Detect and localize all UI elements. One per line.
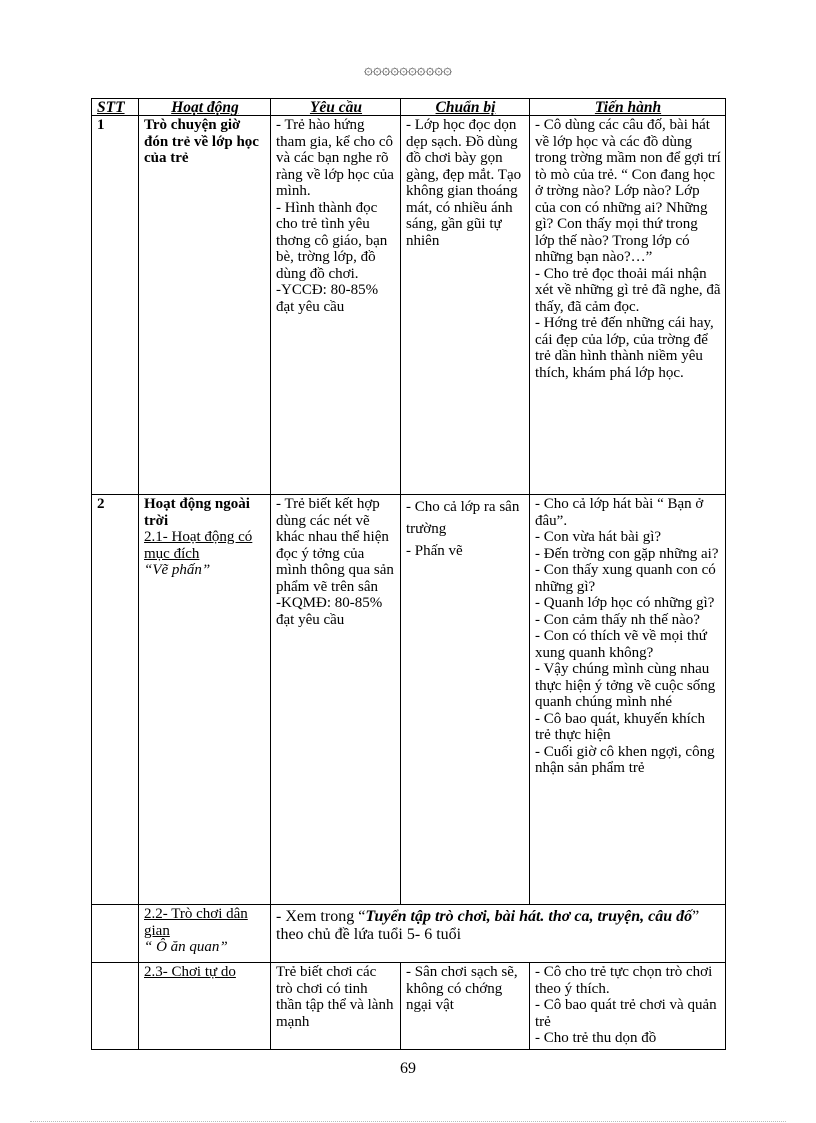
row-3-activity-sub: 2.2- Trò chơi dân gian [144, 906, 248, 939]
page-bottom-rule [30, 1121, 786, 1122]
row-4-procedure: - Cô cho trẻ tực chọn trò chơi theo ý thích. - Cô bao quát trẻ chơi và quản trẻ - Cho trẻ thu dọn đồ [530, 963, 726, 1050]
table-header-row [92, 99, 726, 116]
row-3-note-bold: Tuyển tập trò chơi, bài hát. thơ ca, truyện, câu đố [365, 908, 693, 925]
row-2-activity [139, 495, 271, 905]
row-4-activity: 2.3- Chơi tự do [139, 963, 271, 1050]
table-row [92, 905, 726, 963]
row-2-requirement: - Trẻ biết kết hợp dùng các nét vẽ khác nhau thể hiện đọc ý tởng của mình thông qua sản phẩm vẽ trên sân -KQMĐ: 80-85% đạt yêu cầu [271, 495, 401, 905]
row-3-note-before: - Xem trong “ [276, 908, 366, 925]
row-1-preparation: - Lớp học đọc dọn dẹp sạch. Đồ dùng đồ chơi bày gọn gàng, đẹp mắt. Tạo không gian thoáng mát, có nhiều ánh sáng, gần gũi tự nhiên [401, 116, 530, 495]
table-row [92, 116, 726, 495]
header-stt: STT [92, 99, 139, 116]
row-3-activity [139, 905, 271, 963]
row-3-note-after: ” theo chủ đề lứa tuổi 5- 6 tuổi [276, 908, 700, 943]
row-4-stt [92, 963, 139, 1050]
row-2-preparation: - Cho cả lớp ra sân trường - Phấn vẽ [401, 495, 530, 905]
row-1-stt: 1 [92, 116, 139, 495]
header-requirement: Yêu cầu [271, 99, 401, 116]
row-2-stt: 2 [92, 495, 139, 905]
table-row [92, 495, 726, 905]
row-2-activity-name: “Vẽ phấn” [144, 562, 211, 578]
row-1-requirement: - Trẻ hào hứng tham gia, kể cho cô và các bạn nghe rõ ràng về lớp học của mình. - Hình thành đọc cho trẻ tình yêu thơng cô giáo, bạn bè, trờng lớp, đồ dùng đồ chơi. -YCCĐ: 80-85% đạt yêu cầu [271, 116, 401, 495]
row-2-procedure: - Cho cả lớp hát bài “ Bạn ở đâu”. - Con vừa hát bài gì? - Đến trờng con gặp những ai? - Con thấy xung quanh con có những gì? - Quanh lớp học có những gì? - Con cảm thấy nh thế nào? - Con có thích vẽ về mọi thứ xung quanh không? - Vậy chúng mình cùng nhau thực hiện ý tởng về cuộc sống quanh chúng mình nhé - Cô bao quát, khuyến khích trẻ thực hiện - Cuối giờ cô khen ngợi, công nhận sản phẩm trẻ [530, 495, 726, 905]
row-2-activity-sub: 2.1- Hoạt động có mục đích [144, 529, 253, 562]
row-4-preparation: - Sân chơi sạch sẽ, không có chớng ngại vật [401, 963, 530, 1050]
header-procedure: Tiến hành [530, 99, 726, 116]
lesson-plan-table [91, 98, 726, 1050]
page-number: 69 [400, 1060, 416, 1077]
header-activity: Hoạt động [139, 99, 271, 116]
row-1-activity: Trò chuyện giờ đón trẻ về lớp học của trẻ [139, 116, 271, 495]
row-3-activity-name: “ Ô ăn quan” [144, 939, 228, 955]
row-4-requirement: Trẻ biết chơi các trò chơi có tinh thần tập thể và lành mạnh [271, 963, 401, 1050]
table-row [92, 963, 726, 1050]
row-3-stt [92, 905, 139, 963]
row-3-merged-note [271, 905, 726, 963]
ornament-divider: ۞۞۞۞۞۞۞۞۞۞ [364, 62, 452, 78]
header-preparation: Chuẩn bị [401, 99, 530, 116]
row-1-procedure: - Cô dùng các câu đố, bài hát về lớp học và các đồ dùng trong trờng mầm non để gợi trí tò mò của trẻ. “ Con đang học ở trờng nào? Lớp nào? Lớp của con có những ai? Những gì? Con thấy mọi thứ trong lớp thế nào? Trong lớp có những bạn nào?…” - Cho trẻ đọc thoải mái nhận xét về những gì trẻ đã nghe, đã thấy, đã cảm đọc. - Hớng trẻ đến những cái hay, cái đẹp của lớp, của trờng để trẻ dần hình thành niềm yêu thích, khám phá lớp học. [530, 116, 726, 495]
row-2-activity-title: Hoạt động ngoài trời [144, 496, 250, 529]
